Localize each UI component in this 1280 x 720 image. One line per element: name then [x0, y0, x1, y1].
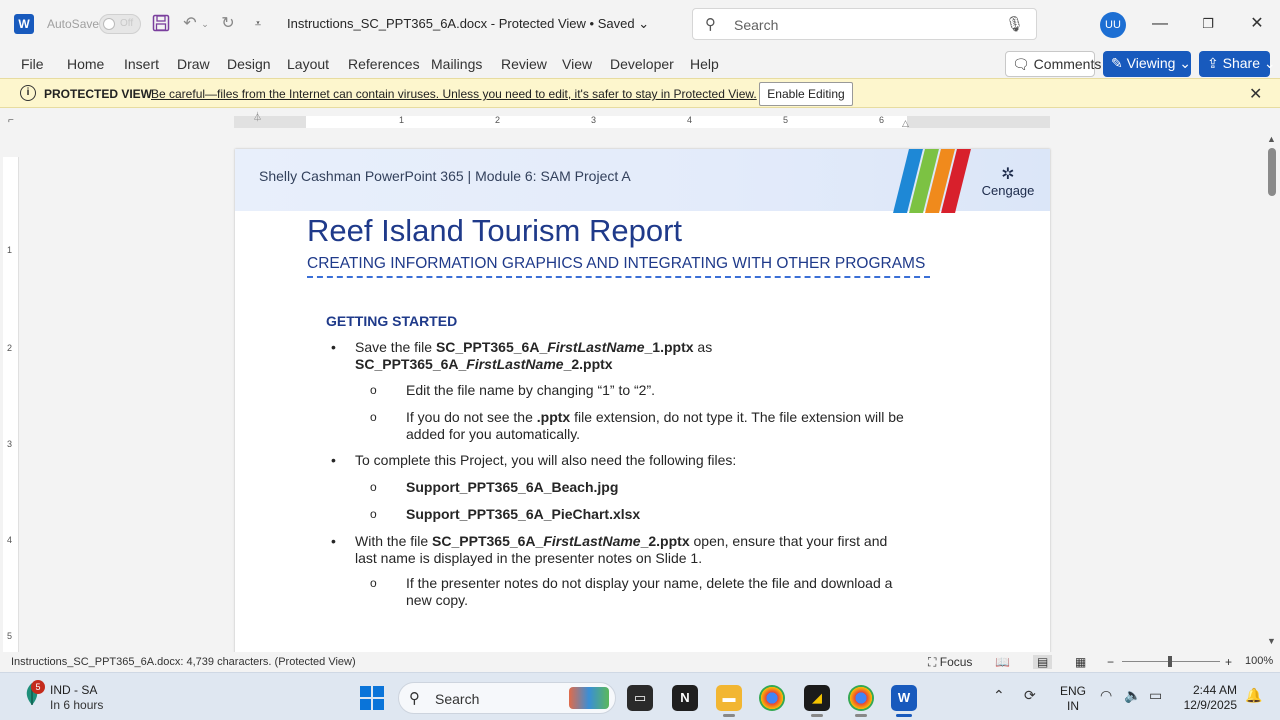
title-bar — [0, 0, 1280, 48]
filename-part: SC_PPT365_6A_ — [432, 533, 544, 549]
focus-label: Focus — [939, 655, 973, 669]
text-run: file extension, do not type it. The file extension will be — [570, 409, 904, 425]
zoom-slider-thumb[interactable] — [1168, 656, 1172, 667]
page-header-band — [235, 149, 1050, 211]
windows-start-icon[interactable] — [360, 686, 384, 710]
list-item — [370, 479, 619, 496]
share-button[interactable] — [1199, 51, 1276, 77]
text-run: Edit the file name by changing “1” to “2”. — [406, 382, 656, 398]
right-indent-marker-icon[interactable]: △ — [902, 118, 909, 128]
ribbon-tabs — [0, 48, 1280, 78]
volume-icon[interactable]: 🔈 — [1124, 687, 1142, 703]
sticky-app-icon[interactable]: ◢ — [804, 685, 830, 711]
focus-icon: ⛶ — [928, 655, 937, 669]
list-item — [331, 339, 713, 373]
comments-button[interactable] — [1005, 51, 1102, 77]
chevron-down-icon: ⌄ — [1179, 55, 1192, 71]
cengage-wordmark: Cengage — [981, 183, 1035, 198]
cengage-mark-icon: ✲ — [1001, 166, 1015, 183]
ruler-number: 3 — [591, 115, 597, 125]
date-text: 12/9/2025 — [1183, 698, 1237, 712]
share-icon: ⇪ — [1207, 55, 1219, 71]
comment-icon: 🗨 — [1012, 56, 1030, 72]
close-icon[interactable]: ✕ — [1250, 15, 1264, 32]
text-run: .pptx — [536, 409, 571, 425]
zoom-level[interactable]: 100% — [1245, 655, 1274, 667]
filename-part: SC_PPT365_6A_ — [355, 356, 467, 372]
running-indicator — [855, 714, 867, 717]
time-text: 2:44 AM — [1192, 683, 1237, 697]
bullet-marker: • — [331, 452, 336, 468]
chevron-down-icon: ⌄ — [638, 16, 650, 31]
text-run: as — [693, 339, 713, 355]
language-code: ENG — [1060, 684, 1087, 698]
sub-bullet-marker: o — [370, 480, 377, 494]
tab-insert[interactable]: Insert — [124, 56, 160, 72]
tab-selector-icon[interactable]: ⌐ — [8, 115, 14, 126]
text-run: open, ensure that your first and — [689, 533, 888, 549]
search-icon: ⚲ — [705, 16, 716, 33]
focus-button[interactable] — [928, 655, 972, 670]
notification-badge: 5 — [31, 680, 45, 694]
scroll-up-icon[interactable]: ▲ — [1267, 134, 1276, 144]
indent-marker-icon[interactable]: ⏃ — [253, 112, 263, 122]
viewing-mode-button[interactable] — [1103, 51, 1191, 77]
chrome-profile-icon[interactable] — [848, 685, 874, 711]
ruler-number: 6 — [879, 115, 885, 125]
microphone-icon[interactable]: 🎙 — [1004, 16, 1024, 33]
comments-label: Comments — [1033, 56, 1102, 72]
windows-taskbar — [0, 672, 1280, 720]
list-item — [370, 506, 641, 523]
document-page[interactable] — [235, 149, 1050, 652]
protected-view-bar — [0, 78, 1280, 108]
redo-icon[interactable]: ↻ — [221, 15, 235, 32]
list-item — [331, 533, 888, 567]
filename-part: _2.pptx — [563, 356, 613, 372]
taskbar-search[interactable] — [398, 682, 616, 714]
vertical-scrollbar[interactable] — [1266, 132, 1278, 652]
tab-help[interactable]: Help — [690, 56, 719, 72]
filename-part: FirstLastName — [547, 339, 645, 355]
running-indicator — [811, 714, 823, 717]
autosave-label: AutoSave — [47, 17, 100, 31]
ruler-number: 1 — [399, 115, 405, 125]
tab-home[interactable]: Home — [67, 56, 105, 72]
report-title: Reef Island Tourism Report — [307, 213, 683, 248]
tab-draw[interactable]: Draw — [177, 56, 210, 72]
sub-bullet-marker: o — [370, 576, 377, 590]
chevron-down-icon: ⌄ — [1263, 55, 1276, 71]
ruler-number: 3 — [7, 439, 13, 449]
ruler-number: 4 — [687, 115, 693, 125]
report-subtitle: CREATING INFORMATION GRAPHICS AND INTEGRATING WITH OTHER PROGRAMS — [307, 255, 930, 278]
document-canvas[interactable] — [22, 132, 1264, 652]
minimize-icon[interactable]: — — [1152, 15, 1168, 32]
share-label: Share — [1222, 55, 1260, 71]
read-mode-icon[interactable]: 📖 — [995, 655, 1010, 669]
list-item — [370, 409, 904, 443]
sub-bullet-marker: o — [370, 507, 377, 521]
user-avatar[interactable]: UU — [1100, 12, 1126, 38]
chrome-icon[interactable] — [759, 685, 785, 711]
word-taskbar-icon[interactable]: W — [891, 685, 917, 711]
list-item — [370, 382, 656, 399]
protected-view-message[interactable]: Be careful—files from the Internet can contain viruses. Unless you need to edit, it's safer to stay in Protected View. — [151, 87, 757, 101]
ruler-number: 1 — [7, 245, 13, 255]
filename-part: _2.pptx — [640, 533, 690, 549]
filename: Support_PPT365_6A_Beach.jpg — [406, 479, 619, 495]
viewing-label: Viewing — [1126, 55, 1176, 71]
ruler-number: 5 — [7, 631, 13, 641]
tab-mailings[interactable]: Mailings — [431, 56, 483, 72]
scroll-down-icon[interactable]: ▼ — [1267, 636, 1276, 646]
filename-part: FirstLastName — [543, 533, 641, 549]
tab-layout[interactable]: Layout — [287, 56, 330, 72]
vertical-ruler[interactable] — [3, 157, 19, 652]
text-run: To complete this Project, you will also need the following files: — [355, 452, 737, 468]
tab-developer[interactable]: Developer — [610, 56, 674, 72]
web-layout-icon[interactable]: ▦ — [1075, 655, 1087, 669]
tab-review[interactable]: Review — [501, 56, 547, 72]
text-run: new copy. — [406, 592, 468, 608]
cengage-logo — [977, 167, 1039, 198]
running-indicator — [723, 714, 735, 717]
save-icon[interactable] — [151, 14, 171, 34]
show-hidden-icons-icon[interactable]: ⌃ — [993, 687, 1005, 703]
ruler-number: 2 — [7, 343, 13, 353]
search-highlight-icon — [569, 687, 609, 709]
active-indicator — [896, 714, 912, 717]
document-statistics[interactable]: Instructions_SC_PPT365_6A.docx: 4,739 characters. (Protected View) — [11, 656, 356, 668]
file-explorer-icon[interactable]: ▬ — [716, 685, 742, 711]
list-item — [331, 452, 737, 469]
close-icon[interactable]: ✕ — [1249, 86, 1263, 103]
ruler-number: 2 — [495, 115, 501, 125]
horizontal-ruler[interactable] — [0, 110, 1280, 132]
notification-center-icon[interactable]: 🔔 — [1245, 687, 1263, 703]
pen-icon: ✎ — [1111, 55, 1123, 71]
toggle-knob — [103, 18, 115, 30]
enable-editing-button[interactable]: Enable Editing — [759, 82, 853, 106]
tab-design[interactable]: Design — [227, 56, 271, 72]
wifi-icon[interactable]: ◠ — [1100, 687, 1113, 703]
text-run: If the presenter notes do not display your name, delete the file and download a — [406, 575, 893, 591]
search-box[interactable] — [692, 8, 1037, 40]
ruler-number: 5 — [783, 115, 789, 125]
document-title-text: Instructions_SC_PPT365_6A.docx - Protected View • Saved — [287, 16, 635, 31]
undo-icon[interactable]: ↶ — [183, 15, 197, 32]
undo-dropdown-icon[interactable]: ⌄ — [201, 19, 209, 29]
text-run: If you do not see the — [406, 409, 537, 425]
taskbar-search-label: Search — [435, 691, 480, 707]
sub-bullet-marker: o — [370, 383, 377, 397]
ruler-left-margin — [234, 116, 306, 128]
weather-subtitle[interactable]: In 6 hours — [50, 698, 104, 712]
text-run: added for you automatically. — [406, 426, 581, 442]
filename-part: SC_PPT365_6A_ — [435, 339, 548, 355]
filename-part: FirstLastName — [466, 356, 564, 372]
list-item — [370, 575, 893, 609]
tab-file[interactable]: File — [21, 56, 44, 72]
page-header-text: Shelly Cashman PowerPoint 365 | Module 6: SAM Project A — [259, 168, 631, 184]
region-code: IN — [1067, 699, 1079, 713]
word-app-icon: W — [14, 14, 34, 34]
notion-icon[interactable]: N — [672, 685, 698, 711]
scrollbar-thumb[interactable] — [1268, 148, 1276, 196]
bullet-marker: • — [331, 533, 336, 549]
text-run: Save the file — [355, 339, 436, 355]
filename: Support_PPT365_6A_PieChart.xlsx — [406, 506, 641, 522]
tab-view[interactable]: View — [562, 56, 593, 72]
text-run: last name is displayed in the presenter notes on Slide 1. — [355, 550, 703, 566]
text-run: With the file — [355, 533, 433, 549]
weather-title[interactable]: IND - SA — [50, 683, 98, 697]
ruler-number: 4 — [7, 535, 13, 545]
sync-icon[interactable]: ⟳ — [1024, 687, 1036, 703]
shield-icon: i — [20, 85, 36, 101]
task-view-icon[interactable]: ▭ — [627, 685, 653, 711]
battery-icon[interactable]: ▭ — [1149, 687, 1163, 703]
customize-quick-access-icon[interactable]: ⩡ — [254, 18, 262, 30]
autosave-state: Off — [120, 18, 134, 29]
sub-bullet-marker: o — [370, 410, 377, 424]
clock[interactable] — [1181, 683, 1237, 713]
autosave-toggle[interactable] — [99, 14, 141, 34]
filename-part: _1.pptx — [644, 339, 694, 355]
ruler-right-margin — [907, 116, 1050, 128]
bullet-marker: • — [331, 339, 336, 355]
restore-icon[interactable]: ❐ — [1202, 16, 1214, 31]
protected-view-label: PROTECTED VIEW — [44, 87, 153, 101]
search-icon: ⚲ — [409, 690, 420, 707]
zoom-in-icon[interactable]: + — [1225, 655, 1233, 669]
tab-references[interactable]: References — [348, 56, 420, 72]
zoom-out-icon[interactable]: − — [1107, 655, 1115, 669]
print-layout-icon[interactable]: ▤ — [1033, 655, 1052, 669]
language-indicator[interactable] — [1060, 684, 1086, 714]
status-bar — [0, 652, 1280, 672]
search-placeholder: Search — [734, 17, 779, 33]
section-heading: GETTING STARTED — [326, 313, 458, 329]
document-title[interactable] — [287, 16, 649, 32]
